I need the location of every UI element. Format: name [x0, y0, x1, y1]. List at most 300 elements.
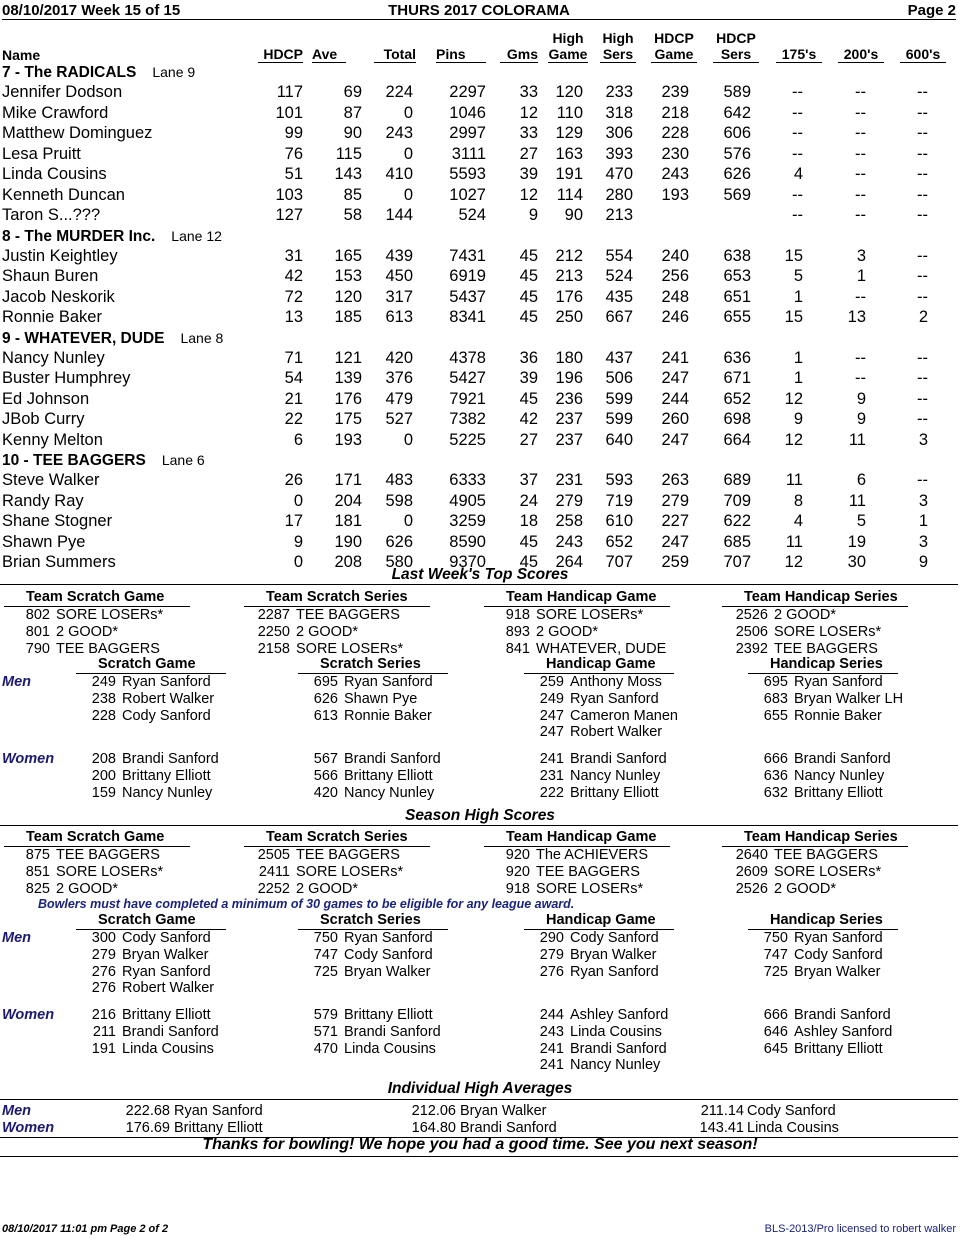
bowler-name: Ryan Sanford: [122, 674, 211, 690]
player-hdcp: 71: [284, 348, 303, 367]
col-175s: 175's: [776, 46, 822, 63]
score-value: 747: [763, 946, 788, 963]
bowler-name: Nancy Nunley: [570, 767, 661, 784]
divider: [0, 1099, 958, 1100]
player-hdcp: 17: [284, 512, 303, 530]
player-high-sers: 640: [605, 430, 633, 449]
player-hdcp-game: 228: [661, 124, 689, 142]
player-200s: 6: [856, 471, 866, 489]
score-name: SORE LOSERs*: [536, 607, 644, 623]
player-name: Matthew Dominguez: [2, 124, 153, 142]
bowler-name: Nancy Nunley: [794, 767, 885, 784]
team-score-heading: Team Scratch Series: [244, 589, 430, 607]
score-line: [298, 691, 488, 708]
bowler-name: Nancy Nunley: [570, 1057, 661, 1074]
player-gms: 37: [519, 471, 538, 489]
score-value: 632: [763, 784, 788, 801]
player-hdcp: 22: [284, 410, 303, 428]
score-line: [524, 1007, 714, 1024]
player-ave: 171: [334, 471, 362, 489]
score-value: 420: [313, 784, 338, 801]
score-line: [76, 1041, 266, 1058]
player-gms: 36: [519, 348, 538, 367]
bowler-name: Cameron Manen: [570, 707, 678, 724]
player-gms: 27: [519, 430, 538, 449]
player-hdcp: 9: [293, 532, 303, 551]
player-row: [0, 389, 960, 410]
men-averages-row: [0, 1103, 960, 1120]
score-line: [298, 930, 488, 947]
score-name: WHATEVER, DUDE: [536, 640, 667, 657]
player-175s: 4: [793, 512, 803, 530]
score-name: TEE BAGGERS: [774, 640, 878, 657]
score-value: 566: [313, 767, 338, 784]
bowler-name: Ashley Sanford: [570, 1007, 669, 1023]
player-hdcp-game: 241: [661, 348, 689, 367]
player-ave: 85: [343, 185, 362, 204]
player-hdcp-game: 263: [661, 471, 689, 489]
player-175s: 11: [785, 532, 803, 551]
average-value: 222.68: [125, 1103, 170, 1119]
score-value: 222: [539, 784, 564, 801]
player-hdcp: 26: [284, 471, 303, 489]
player-ave: 139: [334, 369, 362, 387]
player-total: 527: [385, 410, 413, 428]
player-175s: --: [792, 124, 803, 142]
player-hdcp: 76: [284, 144, 303, 163]
score-value: 200: [91, 767, 116, 784]
player-hdcp-sers: 652: [723, 389, 751, 408]
player-pins: 1027: [449, 185, 486, 204]
bowler-name: Robert Walker: [122, 690, 215, 707]
bowler-name: Ryan Sanford: [122, 963, 211, 980]
bowler-name: Brittany Elliott: [122, 767, 211, 784]
player-pins: 2997: [449, 124, 486, 142]
player-175s: 1: [793, 369, 803, 387]
player-200s: --: [855, 103, 866, 122]
score-value: 825: [25, 880, 50, 897]
score-line: [484, 607, 670, 624]
bowler-name: Brandi Sanford: [344, 751, 441, 767]
player-hdcp-sers: 653: [723, 267, 751, 285]
score-line: [76, 1007, 266, 1024]
player-200s: --: [855, 83, 866, 101]
player-ave: 175: [334, 410, 362, 428]
player-high-game: 176: [555, 287, 583, 306]
team-score-heading: Team Handicap Series: [722, 829, 908, 847]
individual-heading-block: [524, 912, 674, 930]
player-name: Taron S...???: [2, 206, 101, 224]
player-high-game: 129: [555, 124, 583, 142]
score-line: [748, 708, 938, 725]
col-high-sers-l2: Sers: [602, 46, 634, 62]
bowler-name: Ryan Sanford: [570, 963, 659, 980]
score-line: [524, 1024, 714, 1041]
player-hdcp-game: 244: [661, 389, 689, 408]
player-hdcp-sers: 642: [723, 103, 751, 122]
score-name: SORE LOSERs*: [56, 607, 164, 623]
player-pins: 2297: [449, 83, 486, 101]
individual-heading-block: [298, 656, 448, 674]
player-175s: --: [792, 185, 803, 204]
player-600s: --: [917, 267, 928, 285]
bowler-name: Ryan Sanford: [794, 674, 883, 690]
player-600s: --: [917, 124, 928, 142]
player-high-game: 236: [555, 389, 583, 408]
report-header: [2, 2, 956, 20]
player-name: Randy Ray: [2, 491, 84, 510]
team-score-block: [722, 829, 908, 897]
player-600s: 3: [918, 430, 928, 449]
player-175s: 12: [784, 553, 803, 571]
score-value: 249: [539, 690, 564, 707]
player-200s: 3: [856, 246, 866, 265]
bowler-name: Ryan Sanford: [570, 690, 659, 707]
bowler-name: Brittany Elliott: [122, 1007, 211, 1023]
player-pins: 6919: [449, 267, 486, 285]
score-value: 208: [91, 751, 116, 767]
player-hdcp-game: 193: [661, 185, 689, 204]
score-name: TEE BAGGERS: [56, 640, 160, 657]
player-hdcp-sers: 636: [723, 348, 751, 367]
bowler-name: Ryan Sanford: [344, 674, 433, 690]
player-gms: 39: [519, 369, 538, 387]
player-200s: 11: [848, 491, 866, 510]
bowler-name: Linda Cousins: [747, 1120, 839, 1136]
score-line: [524, 708, 714, 725]
player-175s: 15: [784, 246, 803, 265]
team-score-heading: Team Scratch Game: [4, 829, 190, 847]
player-name: Ed Johnson: [2, 389, 90, 408]
team-score-heading: Team Scratch Series: [244, 829, 430, 847]
player-pins: 524: [458, 206, 486, 224]
score-value: 300: [91, 930, 116, 946]
player-600s: 9: [918, 553, 928, 571]
player-total: 243: [385, 124, 413, 142]
player-pins: 3111: [451, 144, 486, 163]
score-value: 790: [25, 640, 50, 657]
player-175s: 8: [793, 491, 803, 510]
player-hdcp-game: 218: [661, 103, 689, 122]
score-value: 725: [313, 963, 338, 980]
player-200s: 30: [847, 553, 866, 571]
score-value: 841: [505, 640, 530, 657]
score-name: TEE BAGGERS: [774, 847, 878, 863]
women-score-list: [298, 1007, 488, 1057]
score-value: 243: [539, 1023, 564, 1040]
score-line: [298, 768, 488, 785]
player-pins: 5437: [449, 287, 486, 306]
score-line: [722, 607, 908, 624]
team-lane: Lane 12: [171, 227, 222, 244]
bowler-name: Cody Sanford: [794, 946, 883, 963]
player-hdcp-game: 260: [661, 410, 689, 428]
player-pins: 6333: [449, 471, 486, 489]
team-heading: [0, 328, 960, 348]
men-score-list: [76, 930, 266, 997]
score-line: [748, 930, 938, 947]
player-high-game: 231: [555, 471, 583, 489]
league-title: THURS 2017 COLORAMA: [388, 2, 570, 19]
player-total: 479: [385, 389, 413, 408]
men-score-list: [748, 930, 938, 980]
col-200s: 200's: [838, 46, 884, 63]
player-name: Ronnie Baker: [2, 308, 102, 326]
score-line: [298, 1041, 488, 1058]
bowler-name: Brittany Elliott: [570, 784, 659, 801]
player-hdcp: 0: [293, 491, 303, 510]
score-value: 279: [539, 946, 564, 963]
player-hdcp-sers: 664: [723, 430, 751, 449]
score-line: [722, 864, 908, 881]
individual-heading: Handicap Game: [524, 656, 674, 674]
averages-title: Individual High Averages: [387, 1080, 573, 1097]
team-score-block: [4, 829, 190, 897]
thanks-message: Thanks for bowling! We hope you had a good time. See you next season!: [202, 1136, 758, 1153]
score-value: 802: [25, 607, 50, 623]
player-high-game: 213: [555, 267, 583, 285]
player-hdcp: 13: [284, 308, 303, 326]
score-value: 247: [539, 707, 564, 724]
score-line: [298, 964, 488, 981]
bowler-name: Brandi Sanford: [570, 751, 667, 767]
player-ave: 153: [334, 267, 362, 285]
score-value: 191: [91, 1040, 116, 1057]
score-value: 646: [763, 1023, 788, 1040]
footer-timestamp: 08/10/2017 11:01 pm Page 2 of 2: [2, 1223, 169, 1235]
bowler-name: Brittany Elliott: [344, 1007, 433, 1023]
player-name: Kenny Melton: [2, 430, 103, 449]
player-600s: --: [917, 144, 928, 163]
team-name: 8 - The MURDER Inc.: [2, 227, 156, 245]
player-name: Buster Humphrey: [2, 369, 131, 387]
score-line: [748, 1007, 938, 1024]
score-line: [748, 768, 938, 785]
player-gms: 39: [519, 165, 538, 183]
men-score-list: [298, 930, 488, 980]
col-ave: Ave: [312, 46, 346, 63]
player-row: [0, 348, 960, 369]
col-high-sers: [600, 30, 636, 63]
team-score-block: [722, 589, 908, 657]
player-gms: 12: [519, 185, 538, 204]
women-score-list: [76, 1007, 266, 1057]
score-value: 241: [539, 1040, 564, 1057]
score-value: 875: [25, 847, 50, 863]
score-line: [484, 864, 670, 881]
score-line: [76, 785, 266, 802]
player-hdcp-sers: 638: [723, 246, 751, 265]
score-line: [244, 847, 430, 864]
team-score-block: [244, 589, 430, 657]
player-pins: 4905: [449, 491, 486, 510]
player-175s: 11: [785, 471, 803, 489]
player-hdcp-game: 248: [661, 287, 689, 306]
player-gms: 24: [519, 491, 538, 510]
player-high-game: 90: [564, 206, 583, 224]
player-row: [0, 266, 960, 287]
player-high-game: 163: [555, 144, 583, 163]
player-ave: 190: [334, 532, 362, 551]
bowler-name: Brandi Sanford: [344, 1023, 441, 1040]
score-line: [76, 674, 266, 691]
player-high-sers: 280: [605, 185, 633, 204]
player-175s: 5: [793, 267, 803, 285]
score-line: [722, 624, 908, 641]
player-high-sers: 707: [605, 553, 633, 571]
player-gms: 33: [519, 83, 538, 101]
score-line: [76, 930, 266, 947]
col-hdcp-game: [651, 30, 697, 63]
player-pins: 5593: [449, 165, 486, 183]
score-value: 666: [763, 1007, 788, 1023]
score-line: [484, 881, 670, 898]
player-gms: 9: [528, 206, 538, 224]
score-line: [76, 768, 266, 785]
player-600s: --: [917, 206, 928, 224]
bowler-name: Bryan Walker: [570, 946, 657, 963]
player-gms: 45: [519, 389, 538, 408]
player-total: 613: [385, 308, 413, 326]
score-value: 2411: [258, 863, 290, 880]
team-name: 10 - TEE BAGGERS: [2, 452, 146, 469]
bowler-name: Shawn Pye: [344, 690, 418, 707]
team-heading: [0, 450, 960, 470]
player-high-game: 264: [555, 553, 583, 571]
player-high-sers: 599: [605, 389, 633, 408]
player-high-game: 279: [555, 491, 583, 510]
score-value: 747: [313, 946, 338, 963]
player-200s: --: [855, 165, 866, 183]
player-600s: --: [917, 348, 928, 367]
player-name: Shane Stogner: [2, 512, 113, 530]
score-line: [524, 724, 714, 741]
score-line: [748, 1024, 938, 1041]
player-600s: --: [917, 389, 928, 408]
player-total: 580: [385, 553, 413, 571]
score-line: [748, 1041, 938, 1058]
player-row: [0, 246, 960, 267]
player-high-sers: 554: [605, 246, 633, 265]
player-600s: --: [917, 165, 928, 183]
bowler-name: Nancy Nunley: [122, 784, 213, 801]
score-line: [244, 607, 430, 624]
score-value: 2392: [735, 640, 768, 657]
score-value: 290: [539, 930, 564, 946]
score-line: [298, 1007, 488, 1024]
player-row: [0, 491, 960, 512]
player-total: 450: [385, 267, 413, 285]
player-hdcp: 127: [275, 206, 303, 224]
player-ave: 120: [334, 287, 362, 306]
score-name: 2 GOOD*: [774, 607, 837, 623]
player-high-sers: 652: [605, 532, 633, 551]
player-name: Shawn Pye: [2, 532, 86, 551]
women-score-list: [748, 1007, 938, 1057]
player-200s: 11: [848, 430, 866, 449]
player-total: 0: [403, 430, 413, 449]
bowler-name: Brittany Elliott: [174, 1120, 263, 1136]
score-name: SORE LOSERs*: [774, 863, 882, 880]
score-line: [524, 947, 714, 964]
player-600s: --: [917, 471, 928, 489]
score-value: 2505: [257, 847, 290, 863]
player-hdcp-sers: 589: [723, 83, 751, 101]
score-line: [722, 881, 908, 898]
score-value: 645: [763, 1040, 788, 1057]
bowler-name: Brandi Sanford: [122, 751, 219, 767]
score-value: 249: [91, 674, 116, 690]
team-score-heading: Team Handicap Game: [484, 829, 670, 847]
team-heading: [0, 62, 960, 82]
score-name: The ACHIEVERS: [536, 847, 649, 863]
team-score-block: [484, 589, 670, 657]
player-high-game: 237: [555, 430, 583, 449]
score-value: 244: [539, 1007, 564, 1023]
score-value: 801: [25, 623, 50, 640]
score-value: 238: [91, 690, 116, 707]
player-high-sers: 599: [605, 410, 633, 428]
score-value: 470: [313, 1040, 338, 1057]
score-value: 2287: [257, 607, 290, 623]
individual-heading: Handicap Series: [748, 656, 898, 674]
score-line: [298, 751, 488, 768]
divider: [0, 1156, 958, 1157]
col-hdcp-sers-l1: HDCP: [716, 30, 756, 46]
player-pins: 8590: [449, 532, 486, 551]
bowler-name: Brandi Sanford: [570, 1040, 667, 1057]
player-name: Linda Cousins: [2, 165, 107, 183]
player-pins: 7921: [449, 389, 486, 408]
team-lane: Lane 6: [161, 452, 205, 468]
bowler-name: Bryan Walker: [344, 963, 431, 980]
player-hdcp-game: 239: [661, 83, 689, 101]
player-row: [0, 368, 960, 389]
score-line: [4, 881, 190, 898]
player-pins: 7431: [449, 246, 486, 265]
player-high-game: 212: [555, 246, 583, 265]
men-score-list: [298, 674, 488, 724]
bowler-name: Nancy Nunley: [344, 784, 435, 801]
player-600s: --: [917, 103, 928, 122]
bowler-name: Brandi Sanford: [122, 1023, 219, 1040]
player-gms: 45: [519, 553, 538, 571]
player-hdcp: 103: [275, 185, 303, 204]
col-high-sers-l1: High: [602, 30, 634, 46]
score-value: 920: [505, 847, 530, 863]
player-600s: --: [917, 287, 928, 306]
player-200s: --: [855, 124, 866, 142]
col-hdcp-game-l2: Game: [654, 46, 694, 62]
bowler-name: Ryan Sanford: [344, 930, 433, 946]
player-200s: --: [855, 185, 866, 204]
player-hdcp-game: 247: [661, 369, 689, 387]
women-score-list: [524, 1007, 714, 1074]
player-hdcp-sers: 709: [723, 491, 751, 510]
score-line: [748, 964, 938, 981]
score-line: [524, 751, 714, 768]
score-value: 683: [763, 690, 788, 707]
team-roster: [0, 62, 960, 573]
score-value: 241: [539, 1057, 564, 1074]
score-line: [298, 708, 488, 725]
team-score-block: [244, 829, 430, 897]
player-hdcp: 21: [284, 389, 303, 408]
men-label: Men: [2, 1103, 31, 1119]
bowler-name: Cody Sanford: [570, 930, 659, 946]
individual-heading: Scratch Series: [298, 656, 448, 674]
score-line: [244, 864, 430, 881]
